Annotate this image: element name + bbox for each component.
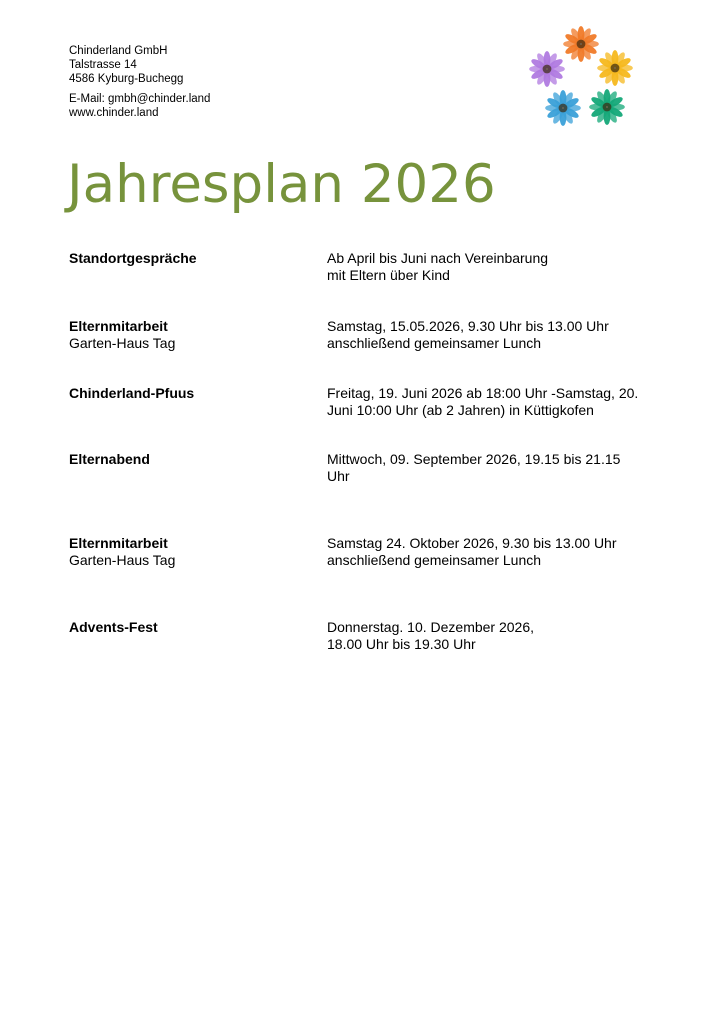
- email-text: E-Mail: gmbh@chinder.land: [69, 93, 211, 105]
- event-details: [327, 250, 667, 284]
- event-detail-line: Mittwoch, 09. September 2026, 19.15 bis 21.15: [327, 451, 621, 467]
- event-details: [327, 619, 667, 653]
- event-details: [327, 385, 667, 419]
- event-title: Chinderland-Pfuus: [69, 385, 195, 401]
- event-label: [69, 451, 309, 468]
- event-detail-line: anschließend gemeinsamer Lunch: [327, 552, 542, 568]
- page-title: Jahresplan 2026: [67, 154, 496, 215]
- event-title: Standortgespräche: [69, 250, 197, 266]
- event-details: [327, 451, 667, 485]
- event-detail-line: anschließend gemeinsamer Lunch: [327, 335, 542, 351]
- event-details: [327, 535, 667, 569]
- event-detail-line: Uhr: [327, 468, 350, 484]
- flower-icon: [545, 90, 581, 126]
- flower-icon: [597, 50, 633, 86]
- event-subtitle: Garten-Haus Tag: [69, 335, 176, 351]
- event-title: Elternmitarbeit: [69, 535, 168, 551]
- event-detail-line: Juni 10:00 Uhr (ab 2 Jahren) in Küttigkofen: [327, 402, 594, 418]
- event-detail-line: Ab April bis Juni nach Vereinbarung: [327, 250, 549, 266]
- event-subtitle: Garten-Haus Tag: [69, 552, 176, 568]
- event-label: [69, 619, 309, 636]
- flower-icon: [529, 51, 565, 87]
- event-details: [327, 318, 667, 352]
- event-detail-line: Freitag, 19. Juni 2026 ab 18:00 Uhr -Samstag, 20.: [327, 385, 639, 401]
- event-label: [69, 250, 309, 267]
- website-text: www.chinder.land: [69, 107, 159, 119]
- event-label: [69, 535, 309, 569]
- flower-icon: [589, 89, 625, 125]
- flowers-logo-icon: [524, 24, 640, 130]
- event-detail-line: mit Eltern über Kind: [327, 267, 450, 283]
- event-detail-line: Donnerstag. 10. Dezember 2026,: [327, 619, 535, 635]
- company-address: [69, 44, 210, 120]
- company-name: Chinderland GmbH: [69, 45, 168, 57]
- flower-icon: [563, 26, 599, 62]
- event-detail-line: Samstag, 15.05.2026, 9.30 Uhr bis 13.00 Uhr: [327, 318, 609, 334]
- event-title: Elternmitarbeit: [69, 318, 168, 334]
- event-label: [69, 385, 309, 402]
- event-detail-line: Samstag 24. Oktober 2026, 9.30 bis 13.00 Uhr: [327, 535, 617, 551]
- event-title: Elternabend: [69, 451, 150, 467]
- event-label: [69, 318, 309, 352]
- event-title: Advents-Fest: [69, 619, 158, 635]
- event-detail-line: 18.00 Uhr bis 19.30 Uhr: [327, 636, 476, 652]
- street-address: Talstrasse 14: [69, 59, 137, 71]
- postal-city: 4586 Kyburg-Buchegg: [69, 73, 184, 85]
